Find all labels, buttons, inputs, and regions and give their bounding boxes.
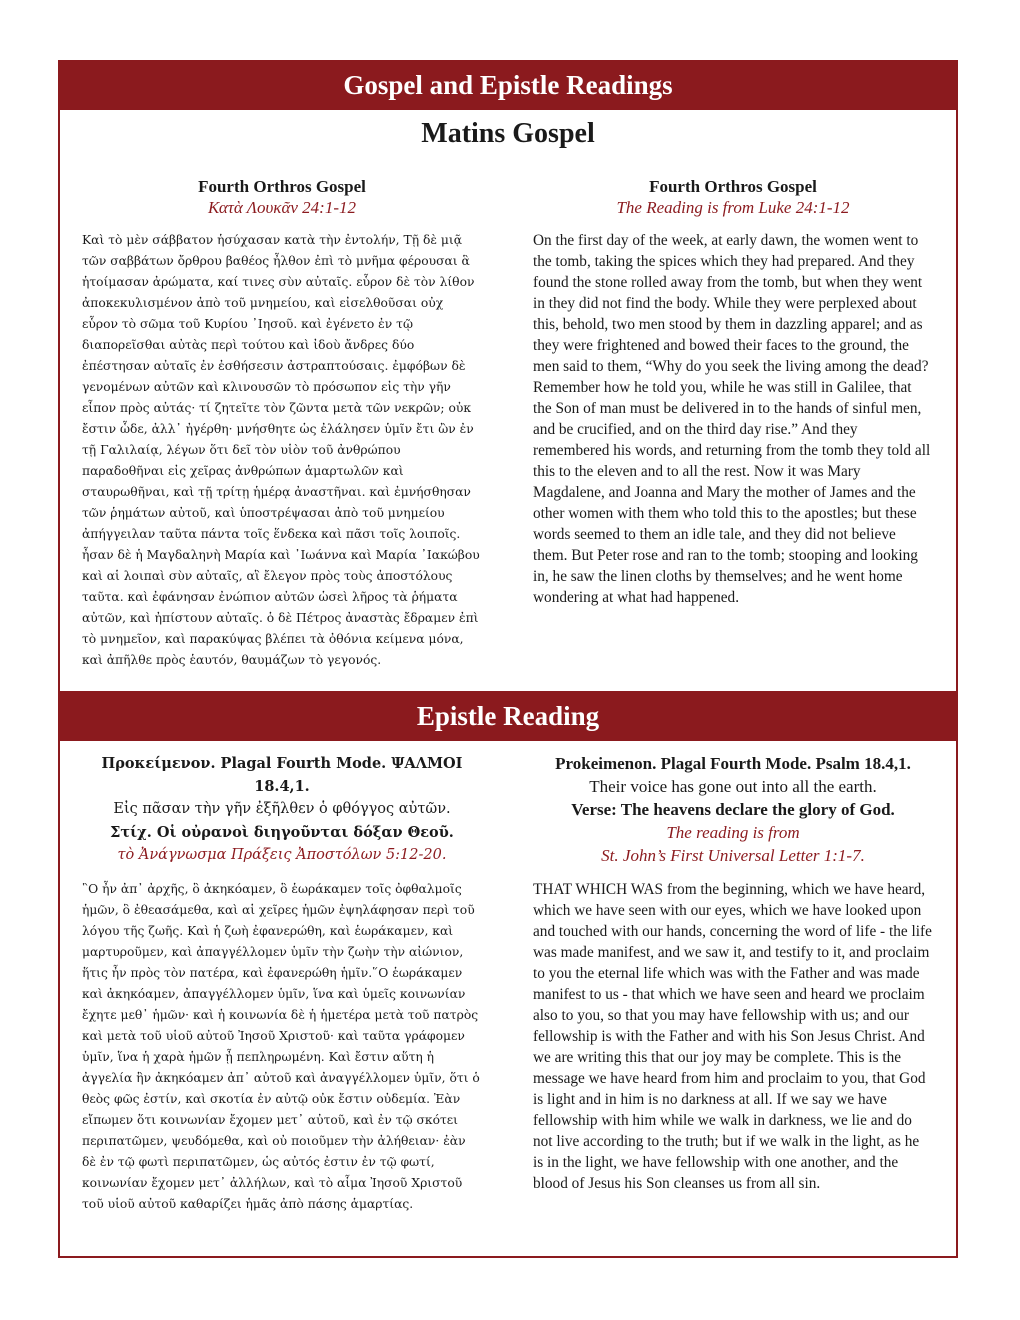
epistle-greek-header (82, 752, 482, 867)
gospel-english-title: Fourth Orthros Gospel (649, 177, 817, 196)
gospel-english-header (533, 176, 933, 218)
epistle-english-text: THAT WHICH WAS from the beginning, which we have heard, which we have seen with our eyes, which we have looked upon and touched with our hands, concerning the word of life - the life was made manifest, and we saw it, and testify to it, and proclaim to you the eternal life which was with the Father and was made manifest to us - that which we have seen and heard we proclaim also to you, so that you may have fellowship with us; and our fellowship is with the Father and with his Son Jesus Christ. And we are writing this that our joy may be complete. This is the message we have heard from him and proclaim to you, that God is light and in him is no darkness at all. If we say we have fellowship with him while we walk in darkness, we lie and do not live according to the truth; but if we walk in the light, as he is in the light, we have fellowship with one another, and the blood of Jesus his Son cleanses us from all sin. (533, 881, 932, 1192)
gospel-english-reference: The Reading is from Luke 24:1-12 (616, 198, 850, 217)
epistle-english-prokeimenon: Prokeimenon. Plagal Fourth Mode. Psalm 18.4,1. (555, 754, 911, 773)
epistle-english-reference-line2: St. John’s First Universal Letter 1:1-7. (601, 846, 865, 865)
gospel-greek-text: Καὶ τὸ μὲν σάββατον ἡσύχασαν κατὰ τὴν ἐντολήν, Τῇ δὲ μιᾷ τῶν σαββάτων ὄρθρου βαθέος ἦλθον ἐπὶ τὸ μνῆμα φέρουσαι ἃ ἡτοίμασαν ἀρώματα, καί τινες σὺν αὐταῖς. εὗρον δὲ τὸν λίθον ἀποκεκυλισμένον ἀπὸ τοῦ μνημείου, καὶ εἰσελθοῦσαι οὐχ εὗρον τὸ σῶμα τοῦ Κυρίου ᾿Ιησοῦ. καὶ ἐγένετο ἐν τῷ διαπορεῖσθαι αὐτὰς περὶ τούτου καὶ ἰδοὺ ἄνδρες δύο ἐπέστησαν αὐταῖς ἐν ἐσθήσεσιν ἀστραπτούσαις. ἐμφόβων δὲ γενομένων αὐτῶν καὶ κλινουσῶν τὸ πρόσωπον εἰς τὴν γῆν εἶπον πρὸς αὐτάς· τί ζητεῖτε τὸν ζῶντα μετὰ τῶν νεκρῶν; οὐκ ἔστιν ὧδε, ἀλλ᾿ ἠγέρθη· μνήσθητε ὡς ἐλάλησεν ὑμῖν ἔτι ὢν ἐν τῇ Γαλιλαίᾳ, λέγων ὅτι δεῖ τὸν υἱὸν τοῦ ἀνθρώπου παραδοθῆναι εἰς χεῖρας ἀνθρώπων ἁμαρτωλῶν καὶ σταυρωθῆναι, καὶ τῇ τρίτῃ ἡμέρᾳ ἀναστῆναι. καὶ ἐμνήσθησαν τῶν ῥημάτων αὐτοῦ, καὶ ὑποστρέψασαι ἀπὸ τοῦ μνημείου ἀπήγγειλαν ταῦτα πάντα τοῖς ἕνδεκα καὶ πᾶσι τοῖς λοιποῖς. ἦσαν δὲ ἡ Μαγδαληνὴ Μαρία καὶ ᾿Ιωάννα καὶ Μαρία ᾿Ιακώβου καὶ αἱ λοιπαὶ σὺν αὐταῖς, αἳ ἔλεγον πρὸς τοὺς ἀποστόλους ταῦτα. καὶ ἐφάνησαν ἐνώπιον αὐτῶν ὡσεὶ λῆρος τὰ ῥήματα αὐτῶν, καὶ ἠπίστουν αὐταῖς. ὁ δὲ Πέτρος ἀναστὰς ἔδραμεν ἐπὶ τὸ μνημεῖον, καὶ παρακύψας βλέπει τὰ ὀθόνια κείμενα μόνα, καὶ ἀπῆλθε πρὸς ἑαυτόν, θαυμάζων τὸ γεγονός. (82, 233, 480, 667)
epistle-banner: Epistle Reading (58, 691, 958, 741)
readings-banner: Gospel and Epistle Readings (58, 60, 958, 110)
epistle-greek-text: ῝Ο ἦν ἀπ᾿ ἀρχῆς, ὃ ἀκηκόαμεν, ὃ ἑωράκαμεν τοῖς ὀφθαλμοῖς ἡμῶν, ὃ ἐθεασάμεθα, καὶ αἱ χεῖρες ἡμῶν ἐψηλάφησαν περὶ τοῦ λόγου τῆς ζωῆς. Καὶ ἡ ζωὴ ἐφανερώθη, καὶ ἑωράκαμεν, καὶ μαρτυροῦμεν, καὶ ἀπαγγέλλομεν ὑμῖν τὴν ζωὴν τὴν αἰώνιον, ἥτις ἦν πρὸς τὸν πατέρα, καὶ ἐφανερώθη ἡμῖν.῞Ο ἑωράκαμεν καὶ ἀκηκόαμεν, ἀπαγγέλλομεν ὑμῖν, ἵνα καὶ ὑμεῖς κοινωνίαν ἔχητε μεθ᾿ ἡμῶν· καὶ ἡ κοινωνία δὲ ἡ ἡμετέρα μετὰ τοῦ πατρὸς καὶ μετὰ τοῦ υἱοῦ αὐτοῦ Ἰησοῦ Χριστοῦ· καὶ ταῦτα γράφομεν ὑμῖν, ἵνα ἡ χαρὰ ἡμῶν ᾖ πεπληρωμένη. Καὶ ἔστιν αὕτη ἡ ἀγγελία ἣν ἀκηκόαμεν ἀπ᾿ αὐτοῦ καὶ ἀναγγέλλομεν ὑμῖν, ὅτι ὁ θεὸς φῶς ἐστίν, καὶ σκοτία ἐν αὐτῷ οὐκ ἔστιν οὐδεμία. Ἐὰν εἴπωμεν ὅτι κοινωνίαν ἔχομεν μετ᾿ αὐτοῦ, καὶ ἐν τῷ σκότει περιπατῶμεν, ψευδόμεθα, καὶ οὐ ποιοῦμεν τὴν ἀλήθειαν· ἐὰν δὲ ἐν τῷ φωτὶ περιπατῶμεν, ὡς αὐτός ἐστιν ἐν τῷ φωτί, κοινωνίαν ἔχομεν μετ᾿ ἀλλήλων, καὶ τὸ αἷμα Ἰησοῦ Χριστοῦ τοῦ υἱοῦ αὐτοῦ καθαρίζει ἡμᾶς ἀπὸ πάσης ἁμαρτίας. (82, 882, 480, 1211)
epistle-english-verse: Verse: The heavens declare the glory of God. (571, 800, 895, 819)
epistle-greek-verse: Στίχ. Οἱ οὐρανοὶ διηγοῦνται δόξαν Θεοῦ. (110, 824, 454, 841)
gospel-english-text: On the first day of the week, at early dawn, the women went to the tomb, taking the spices which they had prepared. And they found the stone rolled away from the tomb, but when they went in they did not find the body. While they were perplexed about this, behold, two men stood by them in dazzling apparel; and as they were frightened and bowed their faces to the ground, the men said to them, “Why do you seek the living among the dead? Remember how he told you, while he was still in Galilee, that the Son of man must be delivered in to the hands of sinful men, and be crucified, and on the third day rise.” And they remembered his words, and returning from the tomb they told all this to the eleven and to all the rest. Now it was Mary Magdalene, and Joanna and Mary the mother of James and the other women with them who told this to the apostles; but these words seemed to them an idle tale, and they did not believe them. But Peter rose and ran to the tomb; stooping and looking in, he saw the linen cloths by themselves; and he went home wondering at what had happened. (533, 232, 931, 606)
epistle-english-header (533, 752, 933, 867)
gospel-greek-header (82, 176, 482, 218)
matins-gospel-title: Matins Gospel (421, 118, 595, 149)
epistle-greek-prokeimenon: Προκείμενον. Plagal Fourth Mode. ΨΑΛΜΟΙ 18.4,1. (101, 755, 463, 795)
gospel-greek-column (82, 176, 482, 671)
gospel-english-column (533, 176, 933, 608)
gospel-greek-title: Fourth Orthros Gospel (198, 177, 366, 196)
epistle-english-column (533, 752, 933, 1194)
gospel-greek-reference: Κατὰ Λουκᾶν 24:1-12 (208, 198, 356, 217)
epistle-greek-reference: τὸ Ἀνάγνωσμα Πράξεις Ἀποστόλων 5:12-20. (117, 847, 447, 863)
epistle-english-reference-line1: The reading is from (666, 823, 800, 842)
epistle-english-line1: Their voice has gone out into all the earth. (589, 777, 877, 796)
epistle-greek-column (82, 752, 482, 1215)
epistle-greek-line1: Εἰς πᾶσαν τὴν γῆν ἐξῆλθεν ὁ φθόγγος αὐτῶν. (113, 801, 451, 817)
